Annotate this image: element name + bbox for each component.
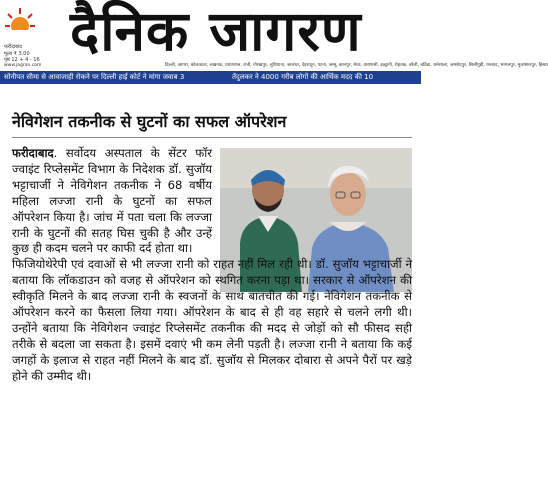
spacer	[0, 85, 421, 115]
edition-meta	[4, 44, 64, 64]
news-ticker	[0, 71, 421, 84]
edition-pages: पृष्ठ 12 + 4 - 16	[4, 57, 40, 63]
article-column	[12, 146, 212, 257]
ticker-item-left: सोनीपत सीमा से आवाजाही रोकने पर दिल्ली हाई कोर्ट ने मांगा जवाब 3	[4, 73, 185, 81]
article-headline: नेविगेशन तकनीक से घुटनों का सफल ऑपरेशन	[12, 112, 287, 131]
ticker-item-right: तेंदुलकर ने 4000 गरीब लोगों की आर्थिक मदद की 10	[232, 73, 374, 81]
edition-cities: दिल्ली, आगरा, कोलकाता, लखनऊ, प्रयागराज, रांची, गोरखपुर, लुधियाना, जालंधर, देहरादून, पटना, जम्मू, कानपुर, मेरठ, वाराणसी, हल्द्वानी, रोहतक, बरेली, बठिंडा, धर्मशाला, जमशेदपुर, सिलीगुड़ी, धनबाद, भागलपुर, मुजफ्फरपुर, हिसार	[165, 63, 548, 68]
article-continued-text: फिजियोथेरेपी एवं दवाओं से भी लज्जा रानी को राहत नहीं मिल रही थी। डॉ. सुजॉय भट्टाचार्जी ने बताया कि लॉकडाउन को वजह से ऑपरेशन को स्थगित करना पड़ा था। सरकार से ऑपरेशन की स्वीकृति मिलने के बाद लज्जा रानी के स्वजनों के साथ बातचीत की गई। नेविगेशन तकनीक से ऑपरेशन करने का फैसला लिया गया। ऑपरेशन के बाद से ही वह सहारे से चलने लगी थी। उन्होंने बताया कि नेविगेशन ज्वाइंट रिप्लेसमेंट तकनीक की मदद से जोड़ों को सौ फीसद सही तरीके से बदला जा सकता है। इसमें दवाएं भी कम लेनी पड़ती है। लज्जा रानी ने बताया कि कई जगहों के इलाज से राहत नहीं मिलने के बाद डॉ. सुजॉय से मिलकर दोबारा से अपने पैरों पर खड़े होने की उम्मीद थी।	[12, 257, 412, 383]
edition-city: फरीदाबाद	[4, 44, 22, 50]
article-lead-text: . सर्वोदय अस्पताल के सेंटर फॉर ज्वाइंट रिप्लेसमेंट विभाग के निदेशक डॉ. सुजॉय भट्टाचार्जी ने नेविगेशन तकनीक ने 68 वर्षीय महिला लज्जा रानी के घुटनों का सफल ऑपरेशन किया है। जांच में पता चला कि लज्जा रानी के घुटनों की सतह घिस चुकी है और उन्हें कुछ ही कदम चलने पर काफी दर्द होता था।	[12, 146, 212, 256]
sun-logo-icon	[4, 6, 36, 38]
article-dateline: फरीदाबाद	[12, 146, 54, 160]
edition-price: मूल्य ₹ 3.00	[4, 50, 30, 57]
masthead	[0, 0, 548, 74]
article-body	[12, 146, 412, 385]
newspaper-title: दैनिक जागरण	[70, 0, 362, 63]
website-link[interactable]: www.jagran.com	[4, 63, 42, 68]
headline-divider	[12, 137, 412, 138]
edition-bar	[0, 62, 548, 70]
